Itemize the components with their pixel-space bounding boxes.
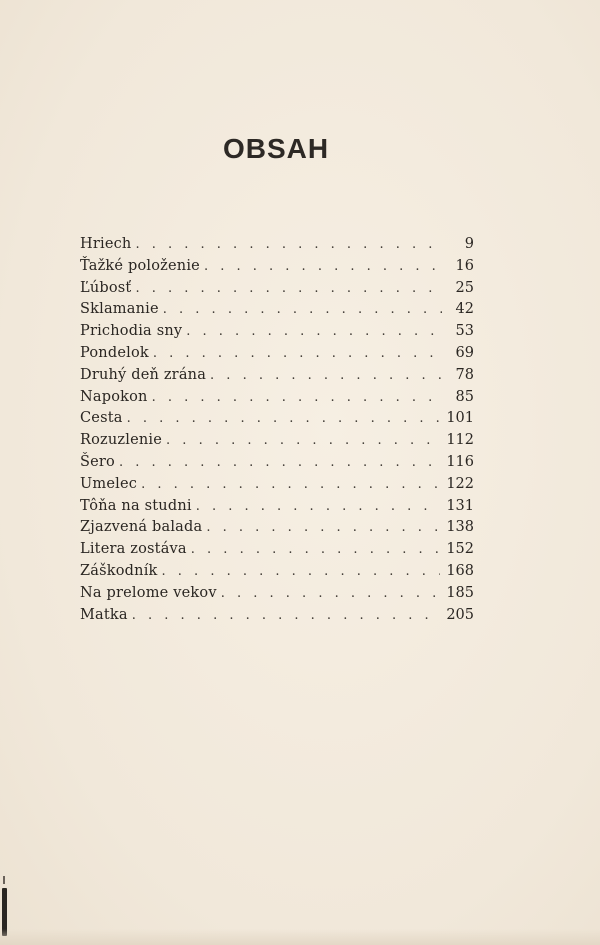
dot-leader <box>163 299 442 321</box>
toc-entry-page: 112 <box>446 432 474 449</box>
toc-entry-title: Napokon <box>80 388 148 405</box>
toc-entry-page: 16 <box>455 257 474 274</box>
toc-entry-title: Záškodník <box>80 562 158 579</box>
toc-entry <box>80 387 474 409</box>
toc-entry <box>80 256 474 278</box>
toc-entry-page: 122 <box>446 475 474 492</box>
dot-leader <box>210 365 442 387</box>
dot-leader <box>206 517 440 539</box>
toc-entry-title: Pondelok <box>80 344 149 361</box>
toc-entry <box>80 408 474 430</box>
toc-entry <box>80 430 474 452</box>
dot-leader <box>162 561 441 583</box>
dot-leader <box>221 583 441 605</box>
dot-leader <box>141 474 440 496</box>
toc-entry-title: Sklamanie <box>80 301 159 318</box>
toc-entry-title: Litera zostáva <box>80 541 187 558</box>
toc-entry-title: Umelec <box>80 475 138 492</box>
toc-entry-title: Prichodia sny <box>80 323 183 340</box>
toc-entry <box>80 299 474 321</box>
toc-entry <box>80 496 474 518</box>
toc-entry-title: Ťažké položenie <box>80 257 200 274</box>
toc-entry <box>80 583 474 605</box>
toc-entry <box>80 517 474 539</box>
toc-entry-title: Rozuzlenie <box>80 432 163 449</box>
toc-entry-title: Zjazvená balada <box>80 519 203 536</box>
toc-entry-page: 205 <box>446 606 474 623</box>
dot-leader <box>204 256 442 278</box>
dot-leader <box>135 278 442 300</box>
toc-entry-page: 138 <box>446 519 474 536</box>
toc-entry <box>80 234 474 256</box>
dot-leader <box>191 539 441 561</box>
toc-entry-title: Cesta <box>80 410 123 427</box>
toc-entry-page: 53 <box>455 323 474 340</box>
toc-entry <box>80 561 474 583</box>
toc-entry <box>80 474 474 496</box>
dot-leader <box>119 452 440 474</box>
toc-entry <box>80 278 474 300</box>
toc-entry-page: 42 <box>455 301 474 318</box>
dot-leader <box>196 496 441 518</box>
toc-entry-page: 9 <box>464 236 474 252</box>
table-of-contents <box>80 234 474 626</box>
dot-leader <box>127 408 441 430</box>
toc-entry <box>80 343 474 365</box>
toc-entry-page: 168 <box>446 562 474 579</box>
toc-entry-title: Matka <box>80 606 128 623</box>
toc-entry-page: 69 <box>455 344 474 361</box>
toc-entry-title: Šero <box>80 453 115 470</box>
margin-mark <box>3 876 5 884</box>
toc-entry <box>80 321 474 343</box>
toc-entry-page: 78 <box>455 366 474 383</box>
toc-entry <box>80 605 474 627</box>
toc-entry-page: 85 <box>455 388 474 405</box>
toc-entry-title: Na prelome vekov <box>80 584 217 601</box>
toc-entry <box>80 452 474 474</box>
contents-heading: OBSAH <box>222 132 330 164</box>
dot-leader <box>135 234 442 256</box>
dot-leader <box>132 605 441 627</box>
toc-entry-title: Druhý deň zrána <box>80 366 207 383</box>
toc-entry-page: 101 <box>446 410 474 427</box>
toc-entry-page: 152 <box>446 541 474 558</box>
toc-entry <box>80 365 474 387</box>
dot-leader <box>153 343 442 365</box>
toc-entry-page: 25 <box>455 279 474 296</box>
toc-entry-page: 185 <box>446 584 474 601</box>
dot-leader <box>166 430 440 452</box>
toc-entry-title: Hriech <box>80 236 132 252</box>
dot-leader <box>186 321 442 343</box>
toc-entry-page: 116 <box>446 453 474 470</box>
toc-entry-title: Tôňa na studni <box>80 497 192 514</box>
toc-entry-title: Ľúbosť <box>80 279 132 296</box>
toc-entry-page: 131 <box>446 497 474 514</box>
toc-entry <box>80 539 474 561</box>
dot-leader <box>152 387 442 409</box>
page-edge-shadow <box>0 929 600 945</box>
